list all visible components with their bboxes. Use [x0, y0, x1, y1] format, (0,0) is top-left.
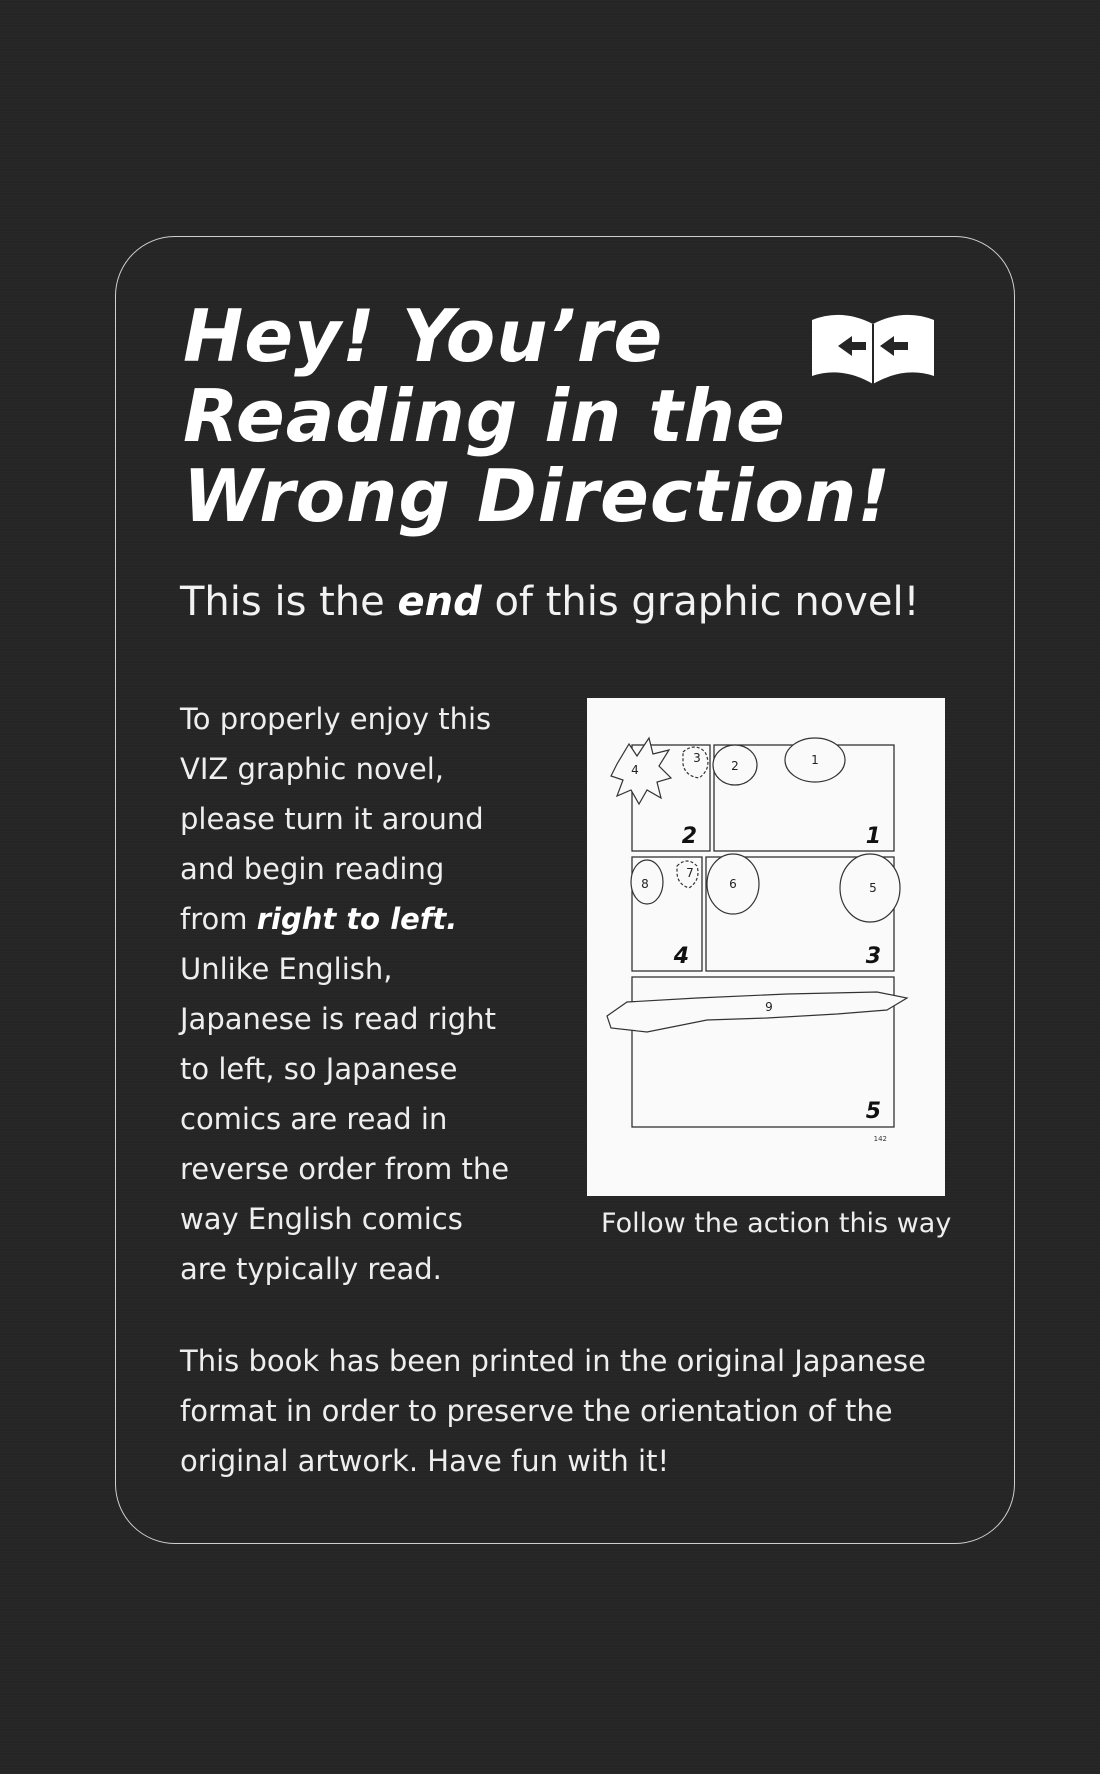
- body-line: VIZ graphic novel,: [180, 752, 444, 786]
- right-to-left-emphasis: right to left.: [256, 902, 458, 936]
- footer-line: This book has been printed in the original Japanese: [180, 1344, 926, 1378]
- subtitle-after: of this graphic novel!: [481, 579, 920, 625]
- footer-line: original artwork. Have fun with it!: [180, 1444, 670, 1478]
- body-line: Japanese is read right: [180, 1002, 496, 1036]
- panel-number-4: 4: [673, 944, 689, 969]
- headline-line-2: Reading in the: [183, 374, 786, 458]
- subtitle-before: This is the: [180, 579, 398, 625]
- bubble-label-2: 2: [731, 759, 739, 773]
- panel-number-2: 2: [681, 824, 697, 849]
- body-line: reverse order from the: [180, 1152, 510, 1186]
- diagram-page-number: 142: [873, 1135, 887, 1143]
- book-arrows-left-icon: [808, 306, 938, 388]
- body-line: are typically read.: [180, 1252, 442, 1286]
- body-line: Unlike English,: [180, 952, 393, 986]
- panel-number-3: 3: [865, 944, 881, 969]
- panel-number-5: 5: [865, 1099, 881, 1124]
- reading-order-diagram: [587, 698, 945, 1196]
- headline-line-1: Hey! You’re: [183, 294, 664, 378]
- footer-line: format in order to preserve the orientation of the: [180, 1394, 893, 1428]
- bubble-label-7: 7: [686, 866, 694, 880]
- body-line: To properly enjoy this: [180, 702, 492, 736]
- bubble-label-1: 1: [811, 753, 819, 767]
- subtitle: [180, 572, 920, 632]
- headline: [183, 296, 891, 536]
- bubble-label-3: 3: [693, 751, 701, 765]
- bubble-label-6: 6: [729, 877, 737, 891]
- instructions-paragraph: [180, 694, 510, 1294]
- body-line-direction: [180, 894, 510, 944]
- panel-number-1: 1: [865, 824, 881, 849]
- body-line: and begin reading: [180, 852, 445, 886]
- body-line: please turn it around: [180, 802, 484, 836]
- format-note-paragraph: [180, 1336, 980, 1486]
- bubble-label-5: 5: [869, 881, 877, 895]
- body-line: way English comics: [180, 1202, 463, 1236]
- body-line: comics are read in: [180, 1102, 448, 1136]
- bubble-label-4: 4: [631, 763, 639, 777]
- headline-line-3: Wrong Direction!: [183, 454, 892, 538]
- diagram-caption: Follow the action this way: [601, 1208, 952, 1239]
- from-prefix: from: [180, 902, 257, 936]
- bubble-label-8: 8: [641, 877, 649, 891]
- subtitle-emphasis: end: [397, 579, 482, 625]
- bubble-label-9: 9: [765, 1000, 773, 1014]
- body-line: to left, so Japanese: [180, 1052, 458, 1086]
